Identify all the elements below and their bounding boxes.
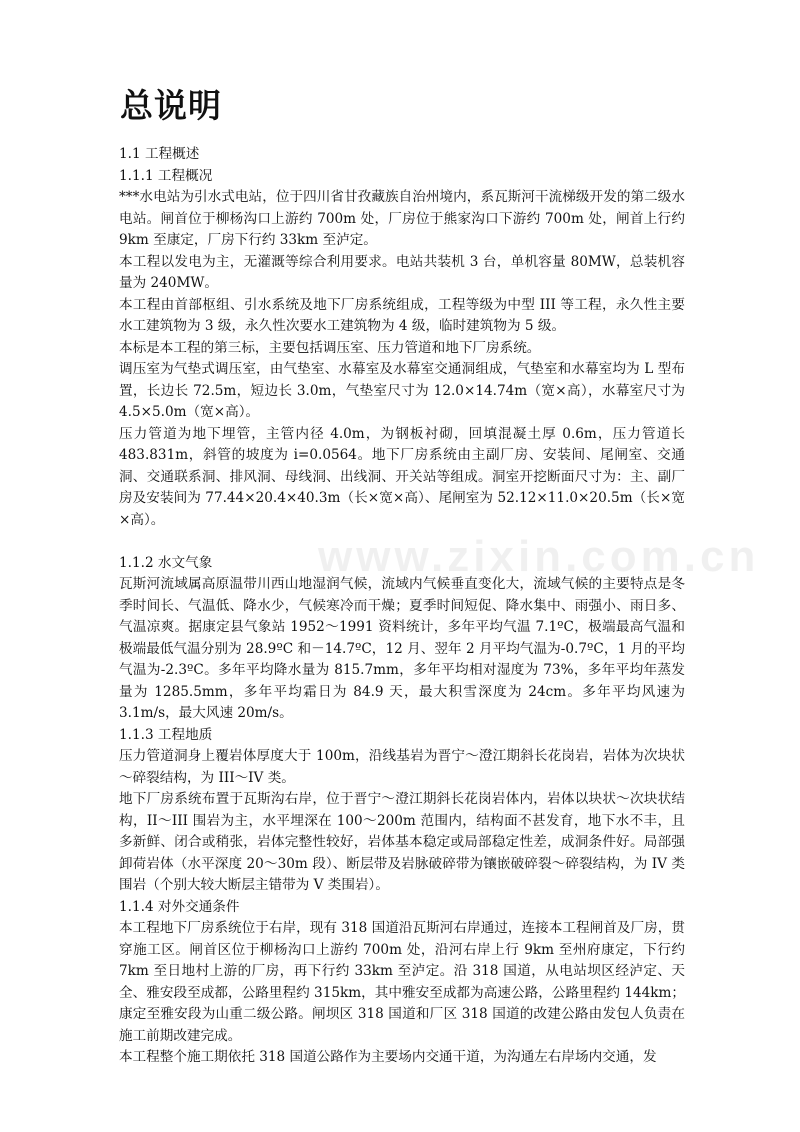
section-heading-1-1-4: 1.1.4 对外交通条件 (119, 898, 240, 915)
paragraph-geology-powerhouse: 地下厂房系统布置于瓦斯沟右岸，位于晋宁～澄江期斜长花岗岩体内，岩体以块状～次块状结构，II～III 围岩为主，水平埋深在 100～200m 范围内，结构面不甚发育，地下水不丰，且多新鲜、闭合或稍张，岩体完整性较好，岩体基本稳定或局部稳定性差，成洞条件好。局部强卸荷岩体（水平深度 20～30m 段）、断层带及岩脉破碎带为镶嵌破碎裂～碎裂结构，为 IV 类围岩（个别大较大断层主错带为 V 类围岩）。 (119, 791, 685, 893)
paragraph-hydrology: 瓦斯河流域属高原温带川西山地湿润气候，流域内气候垂直变化大，流域气候的主要特点是冬季时间长、气温低、降水少，气候寒冷而干燥；夏季时间短促、降水集中、雨强小、雨日多、气温凉爽。据康定县气象站 1952～1991 资料统计，多年平均气温 7.1ºC，极端最高气温和极端最低气温分别为 28.9ºC 和－14.7ºC，12 月、翌年 2 月平均气温为-0.7ºC，1 月的平均气温为-2.3ºC。多年平均降水量为 815.7mm，多年平均相对湿度为 73%，多年平均年蒸发量为 1285.5mm，多年平均霜日为 84.9 天，最大积雪深度为 24cm。多年平均风速为 3.1m/s，最大风速 20m/s。 (119, 576, 685, 721)
document-body (119, 144, 685, 1069)
paragraph-overview-grade: 本工程由首部枢组、引水系统及地下厂房系统组成，工程等级为中型 III 等工程，永久性主要水工建筑物为 3 级，永久性次要水工建筑物为 4 级，临时建筑物为 5 级。 (119, 296, 685, 334)
paragraph-overview-scope: 本标是本工程的第三标，主要包括调压室、压力管道和地下厂房系统。 (119, 339, 541, 356)
paragraph-geology-penstock: 压力管道洞身上覆岩体厚度大于 100m，沿线基岩为晋宁～澄江期斜长花岗岩，岩体为次块状～碎裂结构，为 III～IV 类。 (119, 748, 685, 786)
section-heading-1-1-2: 1.1.2 水文气象 (119, 554, 213, 571)
watermark: www.zixin.com.cn (318, 532, 760, 581)
section-heading-1-1: 1.1 工程概述 (119, 146, 200, 162)
paragraph-traffic-external: 本工程地下厂房系统位于右岸，现有 318 国道沿瓦斯河右岸通过，连接本工程闸首及厂房，贯穿施工区。闸首区位于柳杨沟口上游约 700m 处，沿河右岸上行 9km 至州府康定，下行约 7km 至日地村上游的厂房，再下行约 33km 至泸定。沿 318 国道，从电站坝区经泸定、天全、雅安段至成都，公路里程约 315km，其中雅安至成都为高速公路，公路里程约 144km；康定至雅安段为山重二级公路。闸坝区 318 国道和厂区 318 国道的改建公路由发包人负责在施工前期改建完成。 (119, 920, 685, 1044)
section-heading-1-1-1: 1.1.1 工程概况 (119, 167, 213, 184)
paragraph-overview-location: ***水电站为引水式电站，位于四川省甘孜藏族自治州境内，系瓦斯河干流梯级开发的第二级水电站。闸首位于柳杨沟口上游约 700m 处，厂房位于熊家沟口下游约 700m 处，闸首上行约 9km 至康定，厂房下行约 33km 至泸定。 (119, 189, 685, 248)
paragraph-overview-surge-chamber: 调压室为气垫式调压室，由气垫室、水幕室及水幕室交通洞组成，气垫室和水幕室均为 L 型布置，长边长 72.5m，短边长 3.0m，气垫室尺寸为 12.0×14.74m（宽×高），水幕室尺寸为 4.5×5.0m（宽×高）。 (119, 361, 685, 420)
paragraph-overview-capacity: 本工程以发电为主，无灌溉等综合利用要求。电站共装机 3 台，单机容量 80MW，总装机容量为 240MW。 (119, 253, 685, 291)
paragraph-spacer (119, 531, 685, 553)
section-heading-1-1-3: 1.1.3 工程地质 (119, 726, 213, 743)
paragraph-overview-penstock: 压力管道为地下埋管，主管内径 4.0m，为钢板衬砌，回填混凝土厚 0.6m，压力管道长 483.831m，斜管的坡度为 i=0.0564。地下厂房系统由主副厂房、安装间、尾闸室、交通洞、交通联系洞、排风洞、母线洞、出线洞、开关站等组成。洞室开挖断面尺寸为：主、副厂房及安装间为 77.44×20.4×40.3m（长×宽×高）、尾闸室为 52.12×11.0×20.5m（长×宽×高）。 (119, 425, 685, 528)
paragraph-traffic-internal: 本工程整个施工期依托 318 国道公路作为主要场内交通干道，为沟通左右岸场内交通，发 (119, 1049, 657, 1065)
page-title: 总说明 (120, 86, 222, 125)
